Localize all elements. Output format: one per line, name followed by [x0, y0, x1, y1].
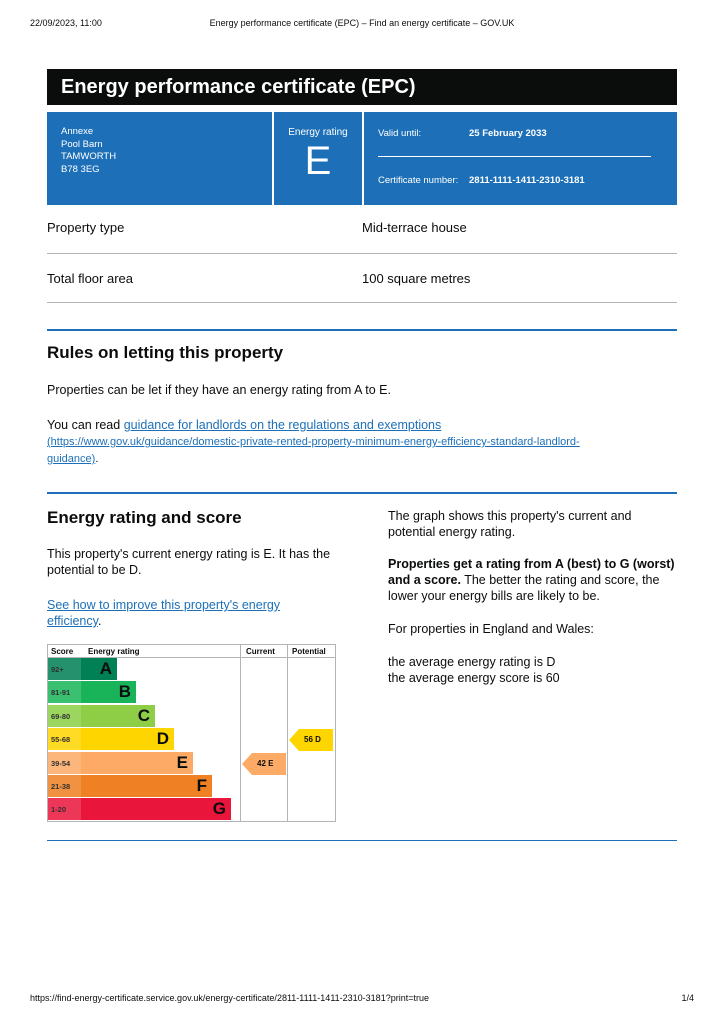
graph-column-divider [287, 645, 288, 821]
address-line-2: Pool Barn [61, 138, 103, 150]
address-line-3: TAMWORTH [61, 151, 117, 162]
graph-column-divider [240, 645, 241, 821]
current-rating-arrow [242, 753, 286, 775]
band-bar [81, 705, 155, 727]
validity-divider [378, 156, 651, 157]
summary-key: Total floor area [47, 271, 133, 286]
potential-rating-arrow [289, 729, 333, 751]
band-bar [81, 728, 174, 750]
graph-explanation: The graph shows this property's current and potential energy rating. [388, 509, 632, 539]
summary-value: Mid-terrace house [362, 220, 467, 235]
rating-scale-rest: The better the rating and score, the lower your energy bills are likely to be. [388, 573, 660, 603]
validity-box [364, 112, 677, 205]
band-letter: B [118, 682, 131, 702]
band-score-range: 1-20 [48, 798, 81, 820]
property-address [47, 112, 272, 205]
energy-rating-graph [47, 644, 336, 822]
landlord-guidance-url-line-2[interactable]: guidance) [47, 453, 96, 465]
band-letter: E [176, 752, 188, 772]
band-score-range: 55-68 [48, 728, 81, 750]
band-score-range: 81-91 [48, 681, 81, 703]
rating-band-g [48, 798, 240, 820]
rating-band-f [48, 775, 240, 797]
section-divider [47, 329, 677, 331]
print-page-title: Energy performance certificate (EPC) – Find an energy certificate – GOV.UK [209, 18, 515, 28]
summary-row-floor-area [47, 255, 677, 303]
band-bar [81, 775, 212, 797]
rating-scale-bold: Properties get a rating from A (best) to G (worst) and a score. [388, 557, 675, 587]
summary-key: Property type [47, 220, 125, 235]
rating-band-c [48, 705, 240, 727]
band-bar [81, 798, 231, 820]
regional-intro: For properties in England and Wales: [388, 622, 594, 636]
print-footer [30, 993, 694, 1007]
valid-until-date: 25 February 2033 [469, 128, 547, 139]
address-line-1: Annexe [61, 126, 94, 137]
energy-rating-box [274, 112, 362, 205]
landlord-guidance-link[interactable]: guidance for landlords on the regulations and exemptions [123, 418, 442, 432]
average-score: the average energy score is 60 [388, 671, 560, 685]
graph-header-score: Score [51, 647, 74, 656]
rating-scale-explanation [388, 556, 680, 604]
band-letter: A [99, 659, 112, 678]
summary-value: 100 square metres [362, 271, 471, 286]
certificate-number-label: Certificate number: [378, 175, 459, 186]
band-letter: D [156, 729, 169, 749]
print-page-number: 1/4 [681, 993, 694, 1003]
band-bar [81, 658, 117, 680]
graph-header-current: Current [246, 647, 275, 656]
landlord-guidance-url-line-1[interactable]: (https://www.gov.uk/guidance/domestic-private-rented-property-minimum-energy-efficiency-standard-landlord- [47, 436, 580, 448]
band-score-range: 69-80 [48, 705, 81, 727]
address-line-4: B78 3EG [61, 163, 100, 175]
certificate-number: 2811-1111-1411-2310-3181 [469, 175, 585, 186]
section-divider [47, 492, 677, 494]
section-divider [47, 840, 677, 841]
page-title: Energy performance certificate (EPC) [47, 69, 677, 105]
rating-band-b [48, 681, 240, 703]
letting-guidance-paragraph [47, 417, 677, 467]
rating-paragraph: This property's current energy rating is E. It has the potential to be D. [47, 547, 331, 577]
improve-efficiency-link[interactable]: See how to improve this property's energy efficiency [47, 598, 281, 628]
arrow-label: 56 D [304, 735, 321, 745]
print-datetime: 22/09/2023, 11:00 [30, 18, 102, 28]
arrow-label: 42 E [257, 758, 274, 768]
band-bar [81, 681, 136, 703]
band-bar [81, 752, 193, 774]
band-letter: G [212, 799, 226, 819]
print-header [30, 18, 694, 32]
graph-header-potential: Potential [292, 647, 326, 656]
guidance-prefix: You can read [47, 418, 124, 432]
band-score-range: 92+ [48, 658, 81, 680]
guidance-suffix: . [95, 453, 99, 465]
print-url: https://find-energy-certificate.service.gov.uk/energy-certificate/2811-1111-1411-2310-3181?print=true [30, 993, 429, 1003]
improve-paragraph [47, 597, 327, 629]
letting-paragraph: Properties can be let if they have an energy rating from A to E. [47, 383, 391, 397]
summary-row-property-type [47, 204, 677, 254]
energy-rating-label: Energy rating [288, 127, 348, 138]
rating-heading: Energy rating and score [47, 508, 242, 527]
energy-rating-letter: E [304, 139, 332, 183]
band-score-range: 39-54 [48, 752, 81, 774]
letting-heading: Rules on letting this property [47, 343, 284, 362]
certificate-summary-panel [47, 112, 677, 205]
rating-band-a [48, 658, 240, 680]
graph-header-rating: Energy rating [88, 647, 140, 656]
average-rating: the average energy rating is D [388, 655, 556, 669]
valid-until-label: Valid until: [378, 128, 422, 139]
rating-band-e [48, 752, 240, 774]
band-letter: F [196, 776, 207, 795]
band-score-range: 21-38 [48, 775, 81, 797]
improve-suffix: . [97, 614, 102, 628]
band-letter: C [137, 705, 150, 725]
rating-band-d [48, 728, 240, 750]
